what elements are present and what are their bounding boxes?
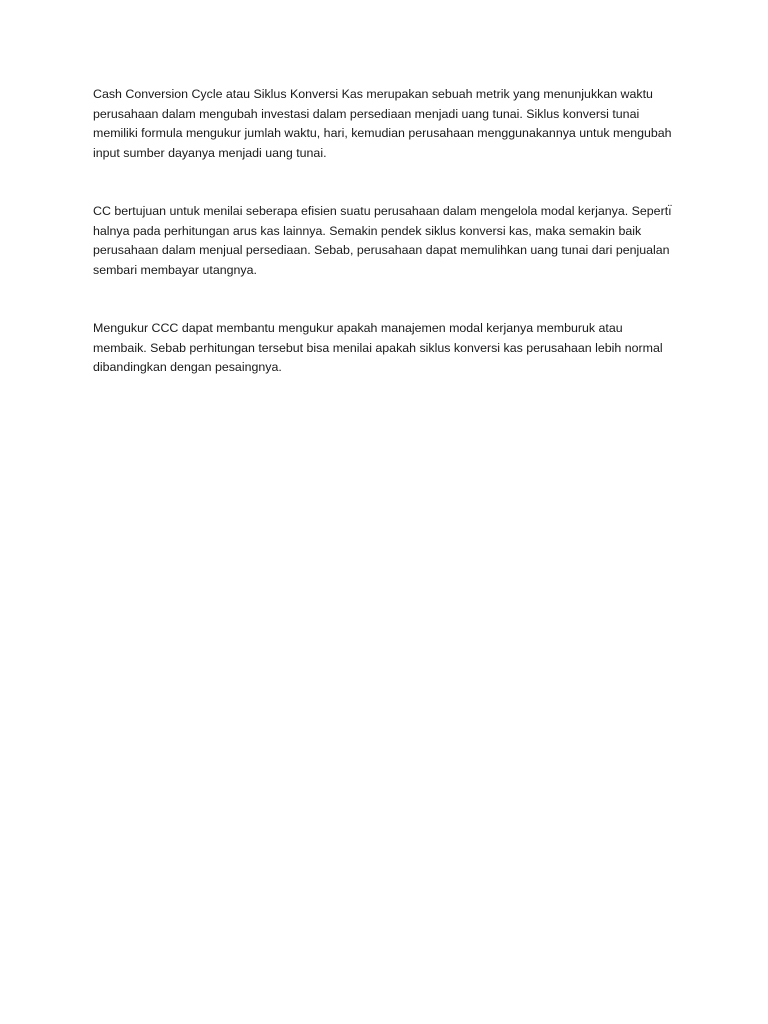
paragraph-cash-conversion-cycle: Cash Conversion Cycle atau Siklus Konversi Kas merupakan sebuah metrik yang menunjukkan waktu perusahaan dalam mengubah investasi dalam persediaan menjadi uang tunai. Siklus konversi tunai memiliki formula mengukur jumlah waktu, hari, kemudian perusahaan menggunakannya untuk mengubah input sumber dayanya menjadi uang tunai. [93,87,672,160]
document-body [93,85,673,378]
paragraph-ccc-measurement: Mengukur CCC dapat membantu mengukur apakah manajemen modal kerjanya memburuk atau membaik. Sebab perhitungan tersebut bisa menilai apakah siklus konversi kas perusahaan lebih normal dibandingkan dengan pesaingnya. [93,321,663,374]
paragraph-cc-purpose: CC bertujuan untuk menilai seberapa efisien suatu perusahaan dalam mengelola modal kerjanya. Sepertı̈ halnya pada perhitungan arus kas lainnya. Semakin pendek siklus konversi kas, maka semakin baik perusahaan dalam menjual persediaan. Sebab, perusahaan dapat memulihkan uang tunai dari penjualan sembari membayar utangnya. [93,204,672,277]
